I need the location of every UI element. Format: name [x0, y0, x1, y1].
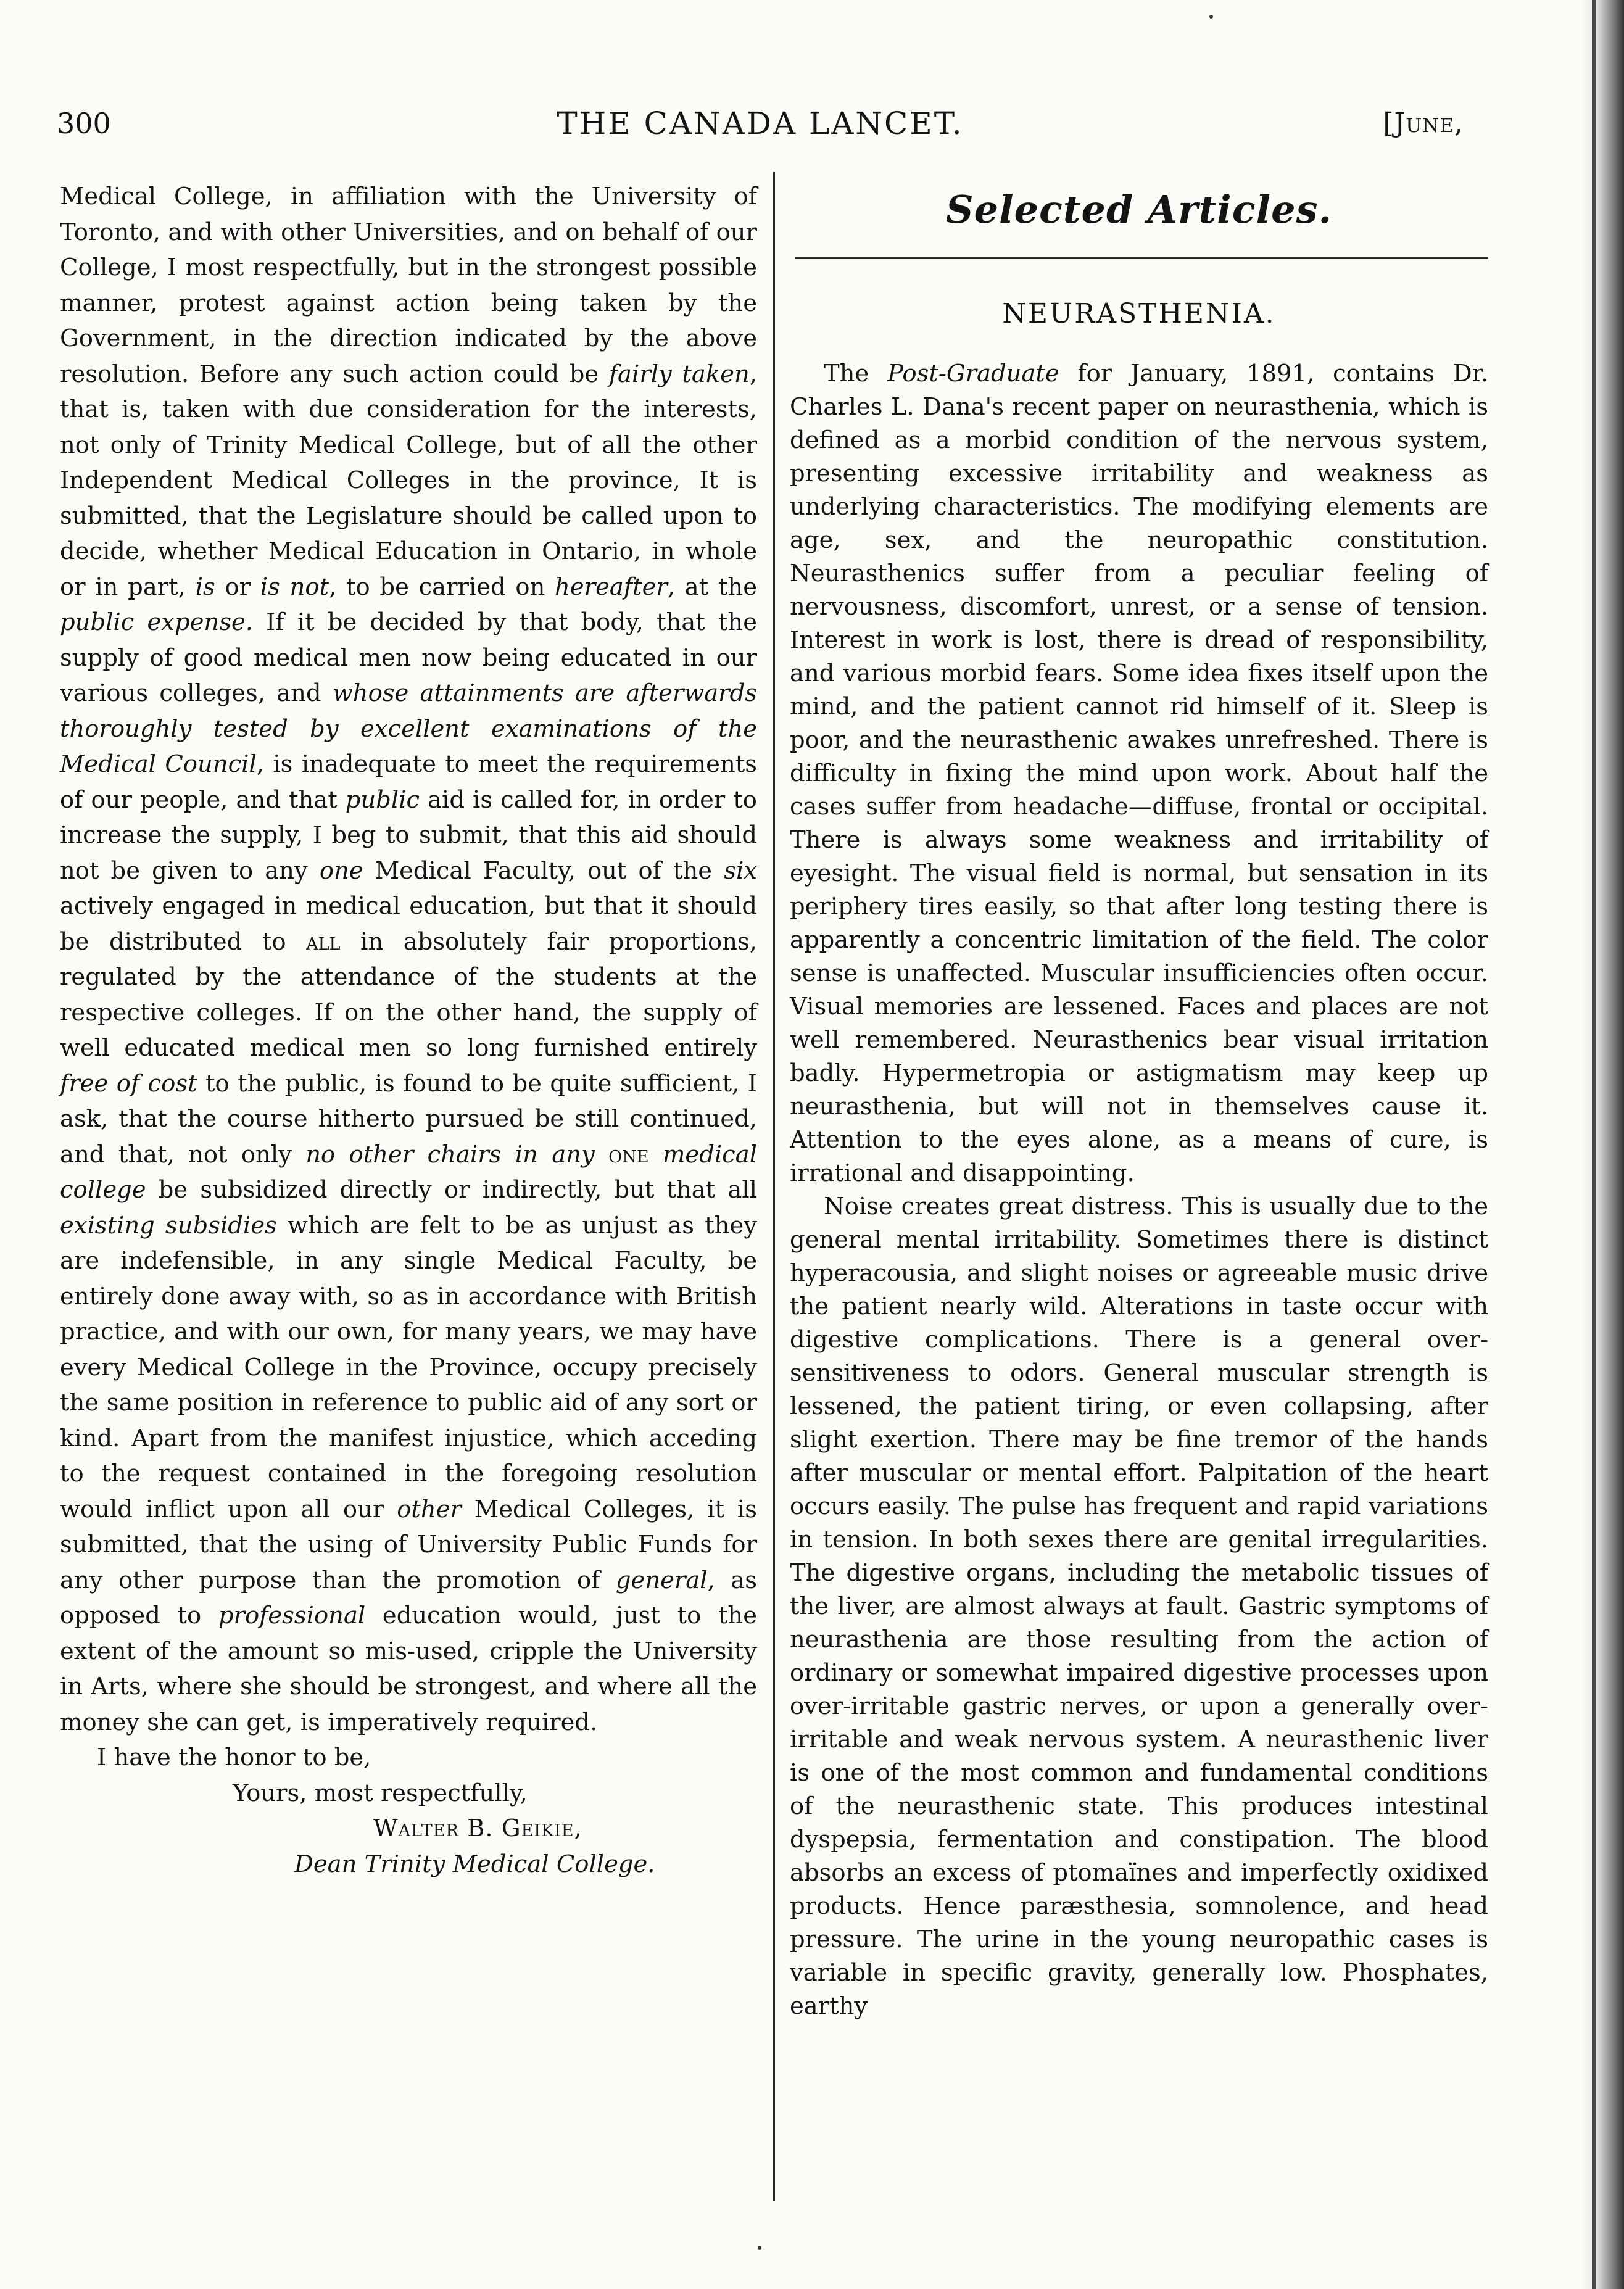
right-column — [790, 184, 1488, 2023]
journal-title: THE CANADA LANCET. — [557, 106, 964, 141]
signature-title: Dean Trinity Medical College. — [294, 1850, 655, 1878]
article-title: NEURASTHENIA. — [1002, 298, 1276, 329]
speck — [758, 2246, 761, 2250]
signature-name: Walter B. Geikie, — [373, 1815, 582, 1842]
heading-rule — [795, 257, 1488, 259]
section-heading: Selected Articles. — [945, 187, 1333, 232]
speck — [1209, 15, 1213, 19]
letter-closing: I have the honor to be, — [97, 1744, 371, 1771]
article-paragraph: Noise creates great distress. This is usually due to the general mental irritability. Sometimes there is distinct hyperacousia, and slight noises or agreeable music drive the patient nearly wild. Alterations in taste occur with digestive complications. There is a general over-sensitiveness to odors. General muscular strength is lessened, the patient tiring, or even collapsing, after slight exertion. There may be fine tremor of the hands after muscular or mental effort. Palpitation of the heart occurs easily. The pulse has frequent and rapid variations in tension. In both sexes there are genital irregularities. The digestive organs, including the metabolic tissues of the liver, are almost always at fault. Gastric symptoms of neurasthenia are those resulting from the action of ordinary or somewhat impaired digestive processes upon over-irritable gastric nerves, or upon a generally over-irritable and weak nervous system. A neurasthenic liver is one of the most common and fundamental conditions of the neurasthenic state. This produces intestinal dyspepsia, fermentation and constipation. The blood absorbs an excess of ptomaïnes and imperfectly oxidixed products. Hence paræsthesia, somnolence, and head pressure. The urine in the young neuropathic cases is variable in specific gravity, generally low. Phosphates, earthy — [790, 1193, 1488, 2020]
letter-body: Medical College, in affiliation with the University of Toronto, and with other Universities, and on behalf of our College, I most respectfully, but in the strongest possible manner, protest against action being taken by the Government, in the direction indicated by the above resolution. Before any such action could be fairly taken, that is, taken with due consideration for the interests, not only of Trinity Medical College, but of all the other Independent Medical Colleges in the province, It is submitted, that the Legislature should be called upon to decide, whether Medical Education in Ontario, in whole or in part, is or is not, to be carried on hereafter, at the public expense. If it be decided by that body, that the supply of good medical men now being educated in our various colleges, and whose attainments are afterwards thoroughly tested by excellent examinations of the Medical Council, is inadequate to meet the requirements of our people, and that public aid is called for, in order to increase the supply, I beg to submit, that this aid should not be given to any one Medical Faculty, out of the six actively engaged in medical education, but that it should be distributed to all in absolutely fair proportions, regulated by the attendance of the students at the respective colleges. If on the other hand, the supply of well educated medical men so long furnished entirely free of cost to the public, is found to be quite sufficient, I ask, that the course hitherto pursued be still continued, and that, not only no other chairs in any one medical college be subsidized directly or indirectly, but that all existing subsidies which are felt to be as unjust as they are indefensible, in any single Medical Faculty, be entirely done away with, so as in accordance with British practice, and with our own, for many years, we may have every Medical College in the Province, occupy precisely the same position in reference to public aid of any sort or kind. Apart from the manifest injustice, which acceding to the request contained in the foregoing resolution would inflict upon all our other Medical Colleges, it is submitted, that the using of University Public Funds for any other purpose than the promotion of general, as opposed to professional education would, just to the extent of the amount so mis-used, cripple the University in Arts, where she should be strongest, and where all the money she can get, is imperatively required. — [60, 183, 758, 1736]
page-edge-shadow — [1581, 0, 1624, 2289]
valediction: Yours, most respectfully, — [233, 1779, 528, 1807]
article-body — [790, 357, 1488, 2023]
binding-edge — [1592, 0, 1596, 2289]
page-number: 300 — [57, 107, 111, 140]
article-paragraph: The Post-Graduate for January, 1891, contains Dr. Charles L. Dana's recent paper on neurasthenia, which is defined as a morbid condition of the nervous system, presenting excessive irritability and weakness as underlying characteristics. The modifying elements are age, sex, and the neuropathic constitution. Neurasthenics suffer from a peculiar feeling of nervousness, discomfort, unrest, or a sense of tension. Interest in work is lost, there is dread of responsibility, and various morbid fears. Some idea fixes itself upon the mind, and the patient cannot rid himself of it. Sleep is poor, and the neurasthenic awakes unrefreshed. There is difficulty in fixing the mind upon work. About half the cases suffer from headache—diffuse, frontal or occipital. There is always some weakness and irritability of eyesight. The visual field is normal, but sensation in its periphery tires easily, so that after long testing there is apparently a concentric limitation of the field. The color sense is unaffected. Muscular insufficiencies often occur. Visual memories are lessened. Faces and places are not well remembered. Neurasthenics bear visual irritation badly. Hypermetropia or astigmatism may keep up neurasthenia, but will not in themselves cause it. Attention to the eyes alone, as a means of cure, is irrational and disappointing. — [790, 360, 1489, 1187]
column-divider — [773, 172, 775, 2201]
running-header — [57, 104, 1464, 153]
issue-month: [June, — [1383, 107, 1464, 139]
left-column — [60, 179, 757, 1882]
